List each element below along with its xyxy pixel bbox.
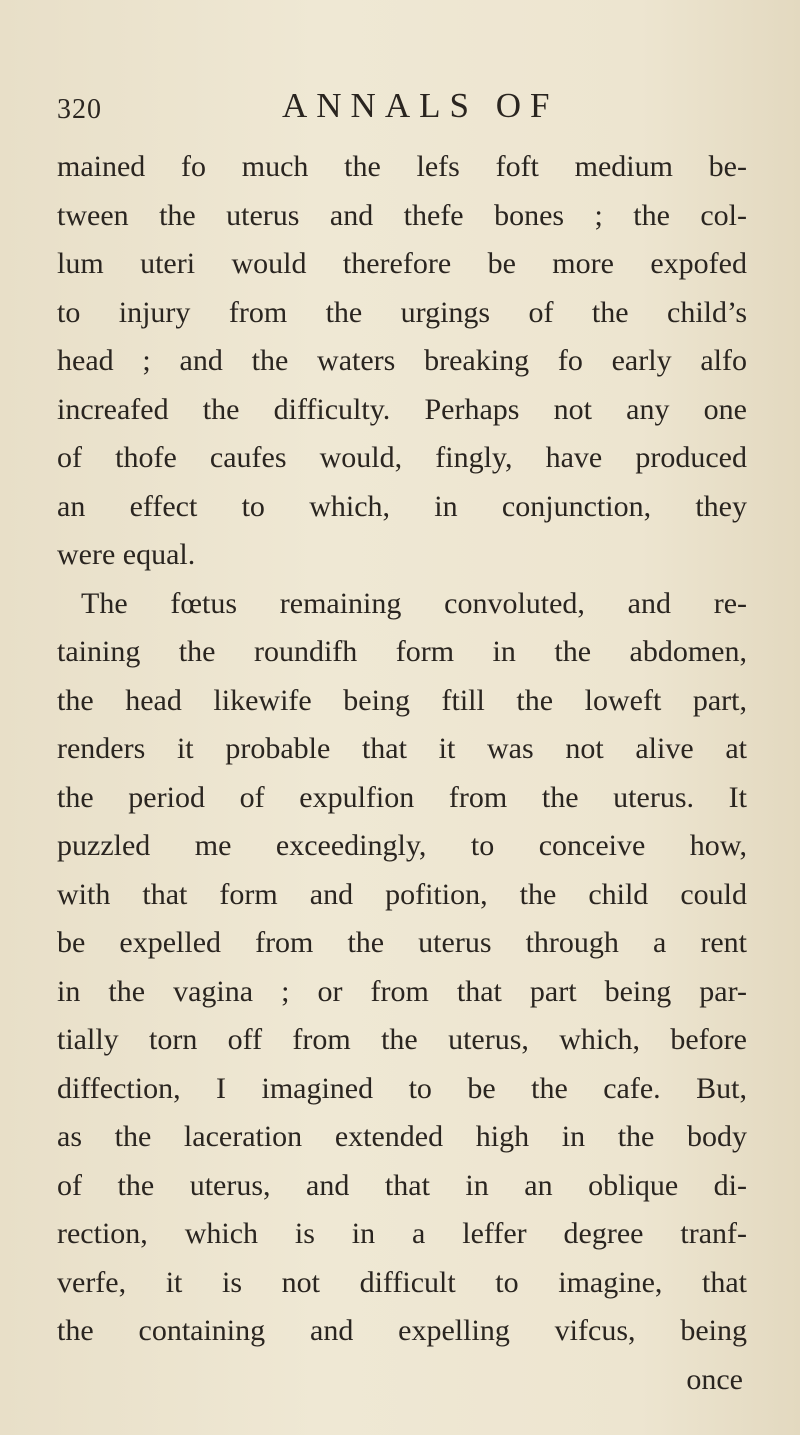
- body-text: [57, 143, 747, 1404]
- text-line: lum uteri would therefore be more expofed: [57, 247, 747, 280]
- text-line: the period of expulfion from the uterus. It: [57, 780, 747, 814]
- text-line: head ; and the waters breaking fo early alfo: [57, 344, 747, 377]
- text-line: the head likewife being ftill the loweft part,: [57, 683, 747, 717]
- text-line: an effect to which, in conjunction, they: [57, 489, 747, 523]
- running-head: ANNALS OF: [282, 86, 559, 125]
- text-line: taining the roundifh form in the abdomen,: [57, 635, 747, 668]
- text-line: renders it probable that it was not alive at: [57, 732, 747, 765]
- text-line: in the vagina ; or from that part being par-: [57, 974, 747, 1008]
- text-line: the containing and expelling vifcus, being: [57, 1314, 747, 1347]
- text-line: rection, which is in a leffer degree tranf-: [57, 1217, 747, 1250]
- text-line: verfe, it is not difficult to imagine, that: [57, 1265, 747, 1299]
- text-line: to injury from the urgings of the child’s: [57, 295, 747, 329]
- text-line: mained fo much the lefs foft medium be-: [57, 150, 747, 183]
- text-line: were equal.: [57, 538, 196, 571]
- text-line: of the uterus, and that in an oblique di-: [57, 1168, 747, 1202]
- text-line: be expelled from the uterus through a rent: [57, 926, 747, 959]
- catchword: once: [686, 1362, 743, 1396]
- text-line: increafed the difficulty. Perhaps not any one: [57, 392, 747, 426]
- text-line: tween the uterus and thefe bones ; the col-: [57, 198, 747, 232]
- page-number: 320: [57, 94, 102, 125]
- text-line: The fœtus remaining convoluted, and re-: [81, 586, 747, 620]
- text-line: of thofe caufes would, fingly, have produced: [57, 441, 747, 474]
- text-line: as the laceration extended high in the body: [57, 1120, 747, 1153]
- text-line: tially torn off from the uterus, which, before: [57, 1023, 747, 1056]
- page-header: [57, 86, 757, 130]
- text-line: diffection, I imagined to be the cafe. But,: [57, 1071, 747, 1105]
- text-line: puzzled me exceedingly, to conceive how,: [57, 829, 747, 862]
- text-line: with that form and pofition, the child could: [57, 877, 747, 911]
